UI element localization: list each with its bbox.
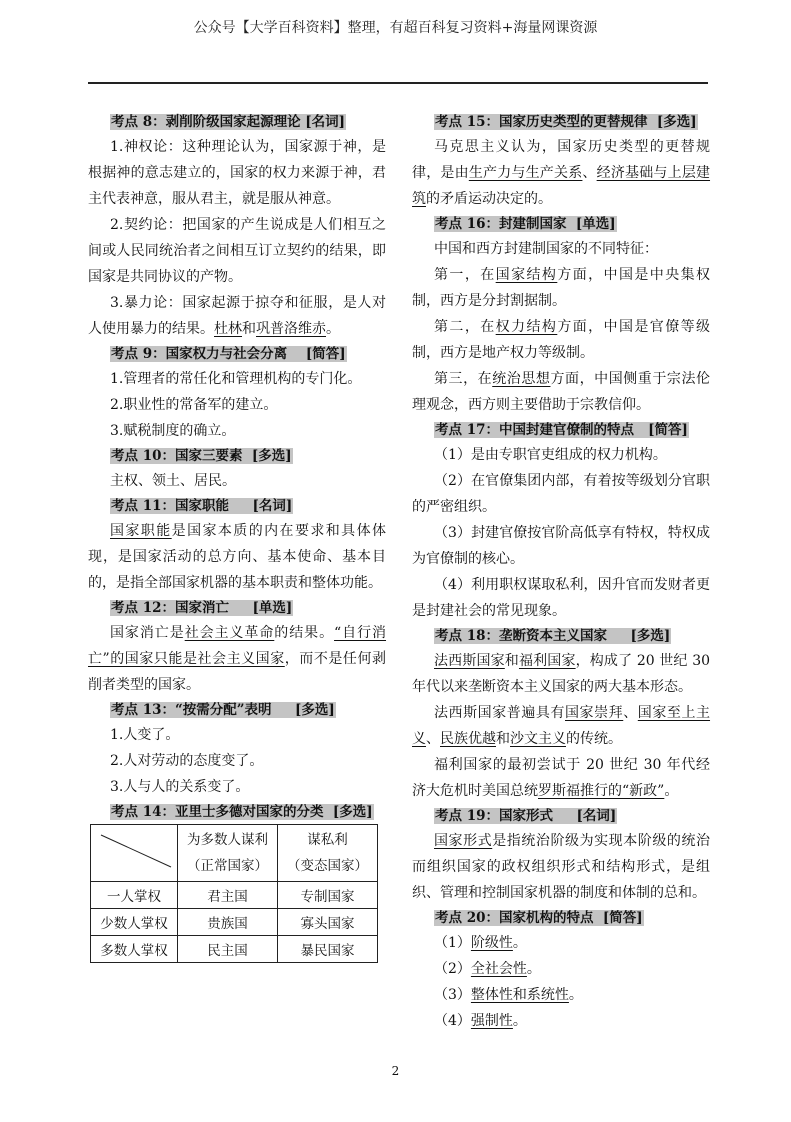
paragraph [412, 828, 710, 906]
section-heading [434, 420, 710, 440]
text-segment: 方面，中国是官僚等级制，西方是地产权力等级制。 [412, 319, 711, 361]
text-segment: 1.人变了。 [110, 727, 180, 743]
text-segment: （4） [434, 1013, 471, 1029]
underlined-term: 整体性和系统性 [470, 987, 569, 1003]
table-header-cell [278, 825, 378, 882]
paragraph [88, 418, 386, 444]
text-segment: 和 [242, 321, 256, 337]
text-segment: （3）封建官僚按官阶高低享有特权，特权成为官僚制的核心。 [412, 525, 710, 567]
text-segment: 3.人与人的关系变了。 [110, 779, 250, 795]
section-heading-text: 考点 15：国家历史类型的更替规律 [多选] [435, 114, 697, 130]
text-segment: （2） [434, 961, 471, 977]
paragraph [88, 392, 386, 418]
table-cell: 寡头国家 [278, 909, 378, 936]
paragraph [88, 366, 386, 392]
section-heading-text: 考点 19：国家形式 [名词] [435, 808, 617, 824]
paragraph [412, 236, 710, 262]
text-segment: （3） [434, 987, 471, 1003]
section-heading [110, 700, 386, 720]
underlined-term: 强制性 [470, 1013, 513, 1029]
header-rule [88, 82, 708, 84]
text-segment: 法西斯国家普遍具有 [434, 705, 565, 721]
text-segment: 方面，中国是中央集权制，西方是分封割据制。 [412, 267, 711, 309]
text-segment: 。 [326, 321, 340, 337]
text-segment: 。 [526, 961, 541, 977]
section-heading [110, 344, 386, 364]
paragraph [412, 520, 710, 572]
table-header-row [91, 825, 378, 882]
section-heading-text: 考点 18：垄断资本主义国家 [多选] [435, 628, 671, 644]
underlined-term: 巩普洛维赤 [256, 321, 326, 337]
underlined-term: 权力结构 [495, 319, 558, 335]
section-heading [434, 908, 710, 928]
paragraph [88, 620, 386, 698]
underlined-term: 罗斯福推行的“新政” [538, 783, 665, 799]
text-segment: 、 [426, 731, 440, 747]
text-segment: 、 [623, 705, 638, 721]
underlined-term: “自行消亡”的国家只能是社会主义国家 [88, 625, 387, 667]
section-heading-text: 考点 8：剥削阶级国家起源理论 [名词] [111, 114, 346, 130]
paragraph [412, 572, 710, 624]
paragraph [412, 314, 710, 366]
text-segment: 中国和西方封建制国家的不同特征： [434, 241, 658, 257]
table-cell: 君主国 [178, 882, 278, 909]
text-segment: 3.赋税制度的确立。 [110, 423, 236, 439]
section-heading [434, 626, 710, 646]
underlined-term: 国家形式 [434, 833, 493, 849]
paragraph [412, 366, 710, 418]
underlined-term: 杜林 [214, 321, 242, 337]
underlined-term: 国家崇拜 [565, 705, 624, 721]
table-row [91, 936, 378, 963]
text-segment: 的传统。 [566, 731, 622, 747]
section-heading-text: 考点 10：国家三要素 [多选] [111, 448, 292, 464]
section-heading-text: 考点 13：“按需分配”表明 [多选] [111, 702, 335, 718]
text-segment: 第一，在 [434, 267, 496, 283]
underlined-term: 福利国家 [518, 653, 576, 669]
table-cell: 少数人掌权 [91, 909, 178, 936]
underlined-term: 生产力与生产关系 [468, 165, 583, 181]
right-column [412, 110, 710, 1034]
section-heading-text: 考点 11：国家职能 [名词] [111, 498, 293, 514]
underlined-term: 国家结构 [495, 267, 558, 283]
text-segment: 。 [512, 935, 527, 951]
header-line: （变态国家） [287, 858, 368, 874]
header-line: 为多数人谋利 [187, 832, 268, 848]
paragraph [88, 518, 386, 596]
paragraph [412, 982, 710, 1008]
text-segment: 主权、领土、居民。 [110, 473, 236, 489]
text-segment: ，而不是任何剥削者类型的国家。 [88, 651, 386, 693]
section-heading-text: 考点 20：国家机构的特点 [简答] [435, 910, 643, 926]
table-cell: 贵族国 [178, 909, 278, 936]
text-segment: 马克思主义认为，国家历史类型的更替规律，是由 [412, 139, 710, 181]
text-segment: （4）利用职权谋取私利，因升官而发财者更是封建社会的常见现象。 [412, 577, 710, 619]
section-heading-text: 考点 9：国家权力与社会分离 [简答] [111, 346, 346, 362]
paragraph [412, 262, 710, 314]
text-segment: 。 [568, 987, 583, 1003]
text-segment: 是指统治阶级为实现本阶级的统治而组织国家的政权组织形式和结构形式，是组织、管理和控制国家机器的制度和体制的总和。 [412, 833, 711, 901]
text-segment: 方面，中国侧重于宗法伦理观念，西方则主要借助于宗教信仰。 [412, 371, 711, 413]
section-heading-text: 考点 16：封建制国家 [单选] [435, 216, 616, 232]
paragraph [412, 648, 710, 700]
section-heading [110, 802, 386, 822]
text-segment: 和 [496, 731, 510, 747]
paragraph [88, 134, 386, 212]
underlined-term: 民族优越 [440, 731, 496, 747]
page-header-banner: 公众号【大学百科资料】整理，有超百科复习资料+海量网课资源 [193, 20, 598, 36]
page-number: 2 [391, 1064, 400, 1078]
text-segment: 的矛盾运动决定的。 [426, 191, 552, 207]
underlined-term: 全社会性 [470, 961, 527, 977]
paragraph [88, 774, 386, 800]
paragraph [88, 722, 386, 748]
paragraph [412, 442, 710, 468]
paragraph [412, 134, 710, 212]
text-segment: 是国家本质的内在要求和具体体现，是国家活动的总方向、基本使命、基本目的，是指全部国家机器的基本职责和整体功能。 [88, 523, 387, 591]
text-segment: 的结果。 [274, 625, 335, 641]
underlined-term: 阶级性 [470, 935, 513, 951]
table-cell: 暴民国家 [278, 936, 378, 963]
paragraph [412, 1008, 710, 1034]
text-segment: 。 [664, 783, 679, 799]
underlined-term: 统治思想 [492, 371, 551, 387]
classification-table [90, 824, 378, 963]
section-heading [110, 496, 386, 516]
table-cell: 民主国 [178, 936, 278, 963]
diagonal-header-cell [91, 825, 178, 882]
table-cell: 一人掌权 [91, 882, 178, 909]
paragraph [412, 956, 710, 982]
section-heading [434, 806, 710, 826]
paragraph [412, 700, 710, 752]
text-segment: （1） [434, 935, 471, 951]
section-heading [110, 112, 386, 132]
section-heading-text: 考点 17：中国封建官僚制的特点 [简答] [435, 422, 688, 438]
paragraph [412, 468, 710, 520]
underlined-term: 社会主义革命 [184, 625, 275, 641]
paragraph [88, 468, 386, 494]
paragraph [412, 752, 710, 804]
text-segment: 福利国家的最初尝试于 20 世纪 30 年代经济大危机时美国总统 [412, 757, 710, 799]
section-heading [110, 446, 386, 466]
table-header-cell [178, 825, 278, 882]
paragraph [88, 290, 386, 342]
underlined-term: 沙文主义 [510, 731, 566, 747]
text-segment: 。 [512, 1013, 527, 1029]
table-cell: 多数人掌权 [91, 936, 178, 963]
table-row [91, 882, 378, 909]
underlined-term: 法西斯国家 [434, 653, 505, 669]
text-segment: 1.神权论：这种理论认为，国家源于神，是根据神的意志建立的，国家的权力来源于神，君主代表神意，服从君主，就是服从神意。 [88, 139, 386, 207]
section-heading-text: 考点 12：国家消亡 [单选] [111, 600, 293, 616]
table-cell: 专制国家 [278, 882, 378, 909]
section-heading [434, 112, 710, 132]
text-segment: 和 [504, 653, 519, 669]
paragraph [88, 748, 386, 774]
text-segment: ，构成了 20 世纪 30 年代以来垄断资本主义国家的两大基本形态。 [412, 653, 711, 695]
text-segment: 国家消亡是 [110, 625, 185, 641]
table-row [91, 909, 378, 936]
header-line: （正常国家） [187, 858, 268, 874]
left-column [88, 110, 386, 963]
text-segment: （1）是由专职官吏组成的权力机构。 [434, 447, 667, 463]
text-segment: 2.职业性的常备军的建立。 [110, 397, 278, 413]
text-segment: （2）在官僚集团内部，有着按等级划分官职的严密组织。 [412, 473, 710, 515]
text-segment: 2.人对劳动的态度变了。 [110, 753, 264, 769]
text-segment: 、 [582, 165, 597, 181]
text-segment: 2.契约论：把国家的产生说成是人们相互之间或人民同统治者之间相互订立契约的结果，即国家是共同协议的产物。 [88, 217, 386, 285]
text-segment: 1.管理者的常任化和管理机构的专门化。 [110, 371, 362, 387]
underlined-term: 经济基础与上层建筑 [412, 165, 711, 207]
section-heading [110, 598, 386, 618]
underlined-term: 国家至上主义 [412, 705, 711, 747]
text-segment: 第二，在 [434, 319, 496, 335]
header-line: 谋私利 [307, 832, 348, 848]
paragraph [88, 212, 386, 290]
section-heading [434, 214, 710, 234]
underlined-term: 国家职能 [110, 523, 172, 539]
paragraph [412, 930, 710, 956]
section-heading-text: 考点 14：亚里士多德对国家的分类 [多选] [111, 804, 373, 820]
text-segment: 3.暴力论：国家起源于掠夺和征服，是人对人使用暴力的结果。 [88, 295, 386, 337]
text-segment: 第三，在 [434, 371, 493, 387]
diagonal-line [91, 825, 177, 877]
